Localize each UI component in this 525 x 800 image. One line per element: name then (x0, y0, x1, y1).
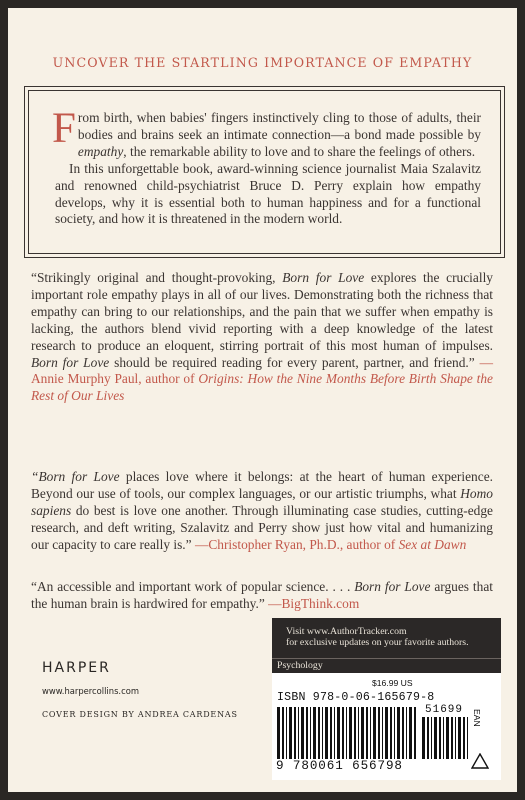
triangle-icon (471, 753, 489, 769)
blurb-1: “Strikingly original and thought-provoking, Born for Love explores the crucially important role empathy plays in all of our lives. Demonstrating both the richness that empathy can bring to our relationships, and the pain that we suffer when empathy is lacking, the authors blend vivid reporting with a deep knowledge of the latest research to produce an eloquent, stirring portrait of this most human of impulses. Born for Love should be required reading for every parent, partner, and friend.” —Annie Murphy Paul, author of Origins: How the Nine Months Before Birth Shape the Rest of Our Lives (31, 270, 493, 404)
description-text (52, 105, 481, 228)
back-cover (8, 8, 517, 792)
blurb-2: “Born for Love places love where it belongs: at the heart of human experience. Beyond our use of tools, our complex languages, or our artistic triumphs, what Homo sapiens do best is love one another. Through illuminating case studies, cutting-edge research, and deft writing, Szalavitz and Perry show just how vital and humanizing our capacity to care really is.” —Christopher Ryan, Ph.D., author of Sex at Dawn (31, 469, 493, 552)
ean-barcode (277, 707, 417, 759)
genre-label: Psychology (272, 658, 501, 673)
publisher-logo: HARPER (42, 660, 111, 676)
barcode-block (272, 673, 501, 780)
blurb-2-attribution: —Christopher Ryan, Ph.D., author of Sex at Dawn (194, 536, 467, 552)
description-paragraph-2: In this unforgettable book, award-winning science journalist Maia Szalavitz and renowned child-psychiatrist Bruce D. Perry explain how empathy develops, why it is essential both to human happiness and for a functional society, and how it is threatened in the modern world. (55, 160, 481, 227)
isbn-label: ISBN 978-0-06-165679-8 (277, 691, 435, 704)
description-box (28, 90, 501, 254)
headline: UNCOVER THE STARTLING IMPORTANCE OF EMPATHY (52, 55, 473, 70)
blurb-1-attribution: —Annie Murphy Paul, author of Origins: How the Nine Months Before Birth Shape the Rest of Our Lives (31, 354, 493, 404)
drop-cap: F (52, 105, 76, 152)
cover-design-credit: COVER DESIGN BY ANDREA CARDENAS (42, 710, 238, 719)
ean-digits: 9 780061 656798 (276, 759, 403, 773)
ean-label: EAN (472, 709, 482, 727)
addon-barcode (422, 717, 468, 759)
price-label: $16.99 US (372, 678, 413, 688)
authortracker-promo: Visit www.AuthorTracker.com for exclusive updates on your favorite authors. (272, 618, 501, 658)
blurb-3: “An accessible and important work of popular science. . . . Born for Love argues that the human brain is hardwired for empathy.” —BigThink.com (31, 579, 493, 611)
addon-digits: 51699 (425, 704, 464, 716)
blurb-3-attribution: —BigThink.com (268, 595, 360, 611)
description-paragraph-1: From birth, when babies' fingers instinctively cling to those of adults, their bodies and brains seek an intimate connection—a bond made possible by empathy, the remarkable ability to love and to share the feelings of others. (52, 105, 481, 159)
publisher-website: www.harpercollins.com (42, 686, 139, 696)
